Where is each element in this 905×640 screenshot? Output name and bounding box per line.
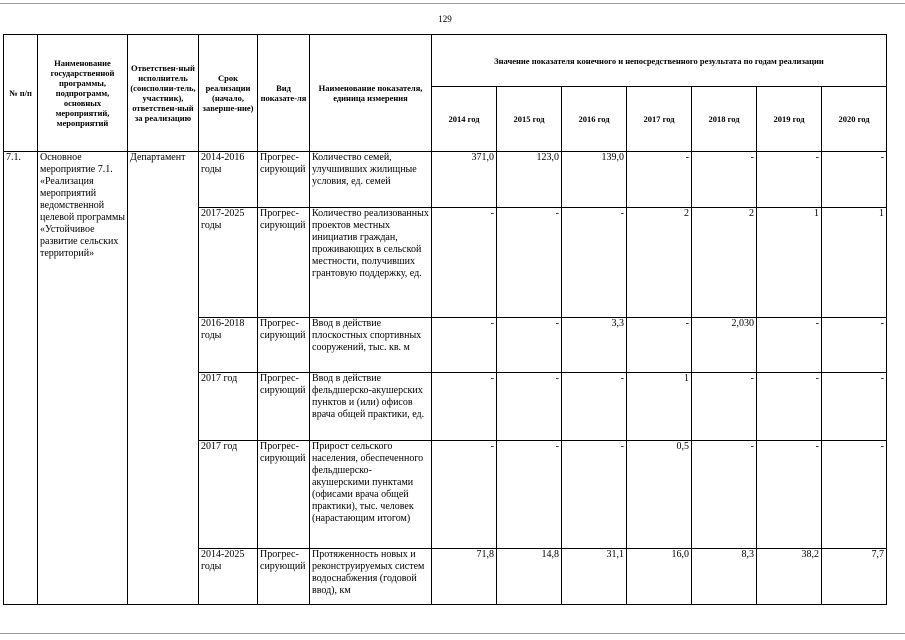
row-value: - bbox=[692, 152, 757, 208]
row-value: - bbox=[757, 373, 822, 441]
row-type: Прогрес-сирующий bbox=[258, 441, 310, 549]
row-value: 2 bbox=[627, 208, 692, 318]
row-value: - bbox=[822, 373, 887, 441]
group-num: 7.1. bbox=[4, 152, 38, 605]
row-period: 2014-2016 годы bbox=[199, 152, 258, 208]
header-year: 2017 год bbox=[627, 87, 692, 152]
header-name: Наименование государственной программы, подпрограмм, основных мероприятий, мероприятий bbox=[38, 35, 128, 152]
row-type: Прогрес-сирующий bbox=[258, 318, 310, 373]
row-value: 1 bbox=[627, 373, 692, 441]
header-type: Вид показате-ля bbox=[258, 35, 310, 152]
row-value: 3,3 bbox=[562, 318, 627, 373]
row-value: - bbox=[432, 318, 497, 373]
row-value: - bbox=[692, 441, 757, 549]
group-name: Основное мероприятие 7.1. «Реализация мероприятий ведомственной целевой программы «Устойчивое развитие сельских территорий» bbox=[38, 152, 128, 605]
row-value: 123,0 bbox=[497, 152, 562, 208]
row-indicator: Количество семей, улучшивших жилищные условия, ед. семей bbox=[310, 152, 432, 208]
row-value: 16,0 bbox=[627, 549, 692, 605]
row-value: - bbox=[432, 441, 497, 549]
header-period: Срок реализации (начало, заверше-ние) bbox=[199, 35, 258, 152]
row-value: 1 bbox=[822, 208, 887, 318]
row-value: 38,2 bbox=[757, 549, 822, 605]
row-value: - bbox=[627, 318, 692, 373]
row-period: 2017 год bbox=[199, 441, 258, 549]
header-indicator: Наименование показателя, единица измерения bbox=[310, 35, 432, 152]
indicators-table bbox=[3, 34, 887, 605]
row-type: Прогрес-сирующий bbox=[258, 549, 310, 605]
header-year: 2019 год bbox=[757, 87, 822, 152]
bottom-edge-line bbox=[0, 633, 905, 634]
row-value: - bbox=[822, 441, 887, 549]
group-executor: Департамент bbox=[128, 152, 199, 605]
row-value: - bbox=[822, 152, 887, 208]
row-value: 14,8 bbox=[497, 549, 562, 605]
row-value: 71,8 bbox=[432, 549, 497, 605]
row-value: - bbox=[562, 208, 627, 318]
row-value: - bbox=[692, 373, 757, 441]
row-value: - bbox=[497, 441, 562, 549]
table-row bbox=[4, 152, 887, 208]
row-type: Прогрес-сирующий bbox=[258, 208, 310, 318]
row-value: 2,030 bbox=[692, 318, 757, 373]
header-year: 2014 год bbox=[432, 87, 497, 152]
row-indicator: Ввод в действие плоскостных спортивных сооружений, тыс. кв. м bbox=[310, 318, 432, 373]
row-value: 31,1 bbox=[562, 549, 627, 605]
row-value: 1 bbox=[757, 208, 822, 318]
header-year: 2020 год bbox=[822, 87, 887, 152]
row-indicator: Ввод в действие фельдшерско-акушерских пунктов и (или) офисов врача общей практики, ед. bbox=[310, 373, 432, 441]
row-period: 2016-2018 годы bbox=[199, 318, 258, 373]
row-value: 7,7 bbox=[822, 549, 887, 605]
row-value: - bbox=[757, 441, 822, 549]
row-period: 2017 год bbox=[199, 373, 258, 441]
row-indicator: Прирост сельского населения, обеспеченного фельдшерско-акушерскими пунктами (офисами врача общей практики), тыс. человек (нарастающим итогом) bbox=[310, 441, 432, 549]
row-type: Прогрес-сирующий bbox=[258, 152, 310, 208]
row-value: - bbox=[562, 441, 627, 549]
row-period: 2014-2025 годы bbox=[199, 549, 258, 605]
row-value: - bbox=[627, 152, 692, 208]
row-value: - bbox=[432, 208, 497, 318]
row-type: Прогрес-сирующий bbox=[258, 373, 310, 441]
row-indicator: Протяженность новых и реконструируемых систем водоснабжения (годовой ввод), км bbox=[310, 549, 432, 605]
row-value: 139,0 bbox=[562, 152, 627, 208]
row-value: - bbox=[757, 152, 822, 208]
row-value: 371,0 bbox=[432, 152, 497, 208]
row-value: 8,3 bbox=[692, 549, 757, 605]
row-value: - bbox=[497, 318, 562, 373]
top-edge-line bbox=[0, 3, 905, 4]
header-year: 2016 год bbox=[562, 87, 627, 152]
row-value: - bbox=[822, 318, 887, 373]
page-number: 129 bbox=[438, 14, 452, 24]
row-value: - bbox=[757, 318, 822, 373]
row-value: 2 bbox=[692, 208, 757, 318]
row-value: - bbox=[432, 373, 497, 441]
row-value: - bbox=[562, 373, 627, 441]
row-value: - bbox=[497, 208, 562, 318]
row-value: 0,5 bbox=[627, 441, 692, 549]
header-year: 2015 год bbox=[497, 87, 562, 152]
header-num: № п/п bbox=[4, 35, 38, 152]
header-executor: Ответствен-ный исполнитель (соисполни-тель, участник), ответствен-ный за реализацию bbox=[128, 35, 199, 152]
row-period: 2017-2025 годы bbox=[199, 208, 258, 318]
header-values-group: Значение показателя конечного и непосредственного результата по годам реализации bbox=[432, 35, 887, 87]
row-indicator: Количество реализованных проектов местных инициатив граждан, проживающих в сельской местности, получивших грантовую поддержку, ед. bbox=[310, 208, 432, 318]
header-year: 2018 год bbox=[692, 87, 757, 152]
row-value: - bbox=[497, 373, 562, 441]
